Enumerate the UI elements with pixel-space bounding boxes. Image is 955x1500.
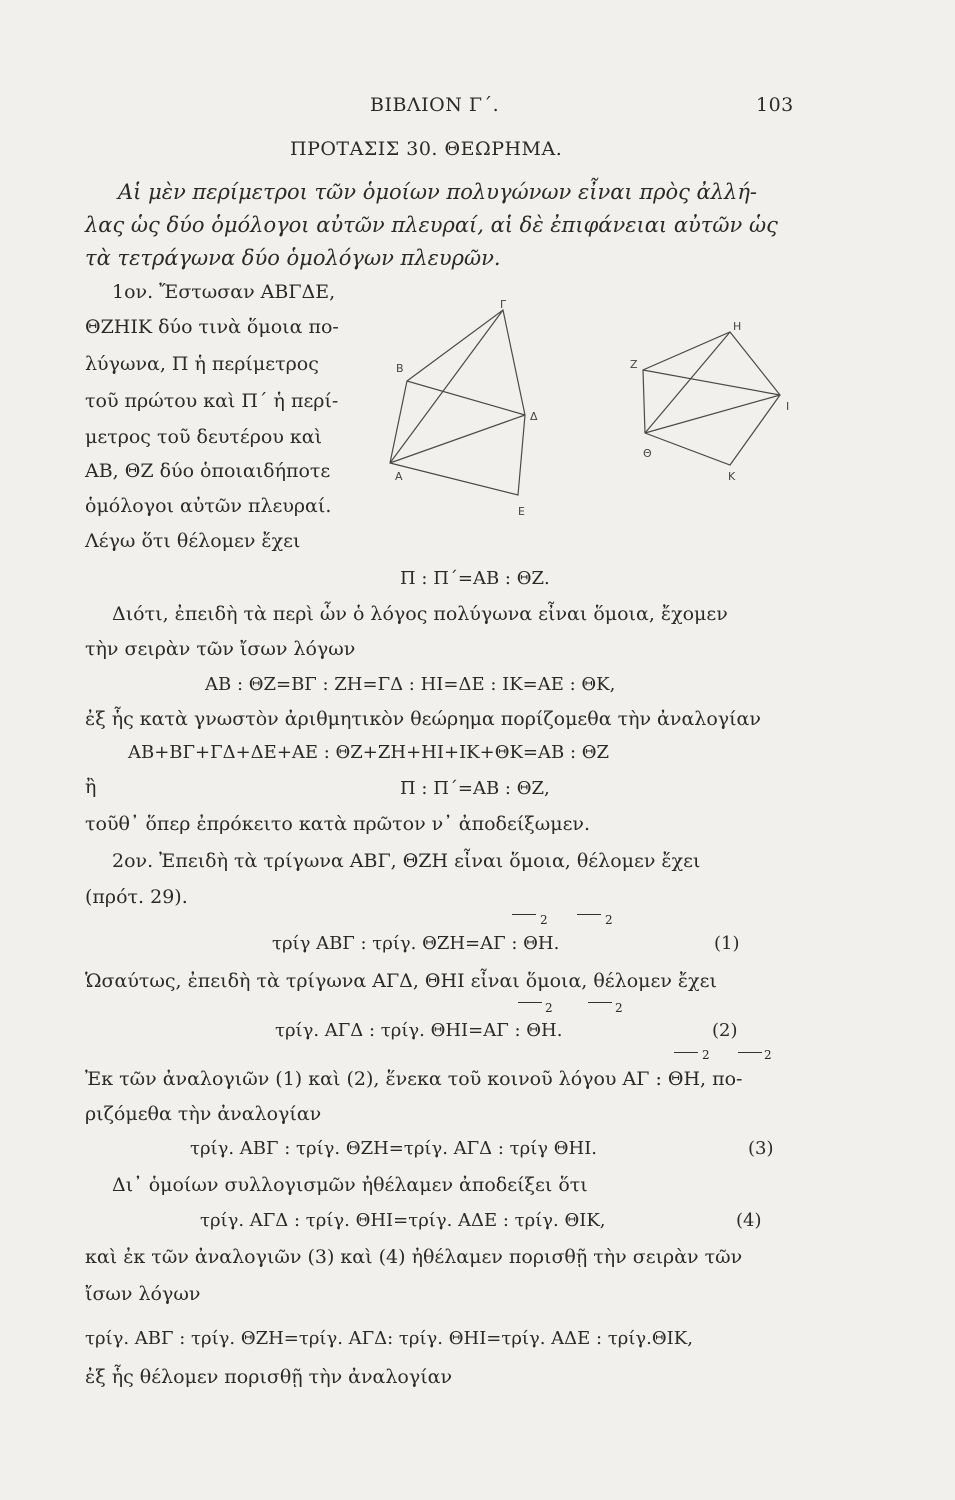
label-eta: Η xyxy=(733,320,742,333)
equation-3-number: (3) xyxy=(748,1138,774,1159)
or-word: ἢ xyxy=(85,776,97,798)
from-proportions-line: Ἐκ τῶν ἀναλογιῶν (1) καὶ (2), ἕνεκα τοῦ κοινοῦ λόγου ΑΓ : ΘΗ, πο- xyxy=(85,1068,743,1090)
sum-equation: ΑΒ+ΒΓ+ΓΔ+ΔΕ+ΑΕ : ΘΖ+ΖΗ+ΗΙ+ΙΚ+ΘΚ=ΑΒ : ΘΖ xyxy=(128,742,609,763)
part1-line-6: ΑΒ, ΘΖ δύο ὁποιαιδήποτε xyxy=(85,460,331,482)
statement-line-2: λας ὡς δύο ὁμόλογοι αὐτῶν πλευραί, αἱ δὲ ἐπιφάνειαι αὐτῶν ὡς xyxy=(85,213,778,237)
part2-line-2: (πρότ. 29). xyxy=(85,886,188,908)
statement-line-1: Αἱ μὲν περίμετροι τῶν ὁμοίων πολυγώνων εἶναι πρὸς ἀλλή- xyxy=(118,180,758,204)
part1-line-4: τοῦ πρώτου καὶ Π΄ ἡ περί- xyxy=(85,390,339,412)
label-beta: Β xyxy=(396,362,404,375)
overline-ag-3 xyxy=(674,1052,698,1053)
pentagon-thzhik xyxy=(643,332,780,465)
running-head: ΒΙΒΛΙΟΝ Γ΄. xyxy=(370,94,500,116)
equation-2-number: (2) xyxy=(712,1020,738,1041)
proposition-heading: ΠΡΟΤΑΣΙΣ 30. ΘΕΩΡΗΜΑ. xyxy=(290,138,563,160)
equation-4: τρίγ. ΑΓΔ : τρίγ. ΘΗΙ=τρίγ. ΑΔΕ : τρίγ. ΘΙΚ, xyxy=(200,1210,606,1231)
superscript-th-1: 2 xyxy=(605,913,613,927)
part1-line-1: 1ον. Ἔστωσαν ΑΒΓΔΕ, xyxy=(112,281,336,303)
equation-5: τρίγ. ΑΒΓ : τρίγ. ΘΖΗ=τρίγ. ΑΓΔ: τρίγ. ΘΗΙ=τρίγ. ΑΔΕ : τρίγ.ΘΙΚ, xyxy=(85,1328,693,1349)
extra-line-zi xyxy=(643,370,780,395)
overline-th-1 xyxy=(577,914,601,915)
part1-line-7: ὁμόλογοι αὐτῶν πλευραί. xyxy=(85,495,332,517)
diagonal-ad xyxy=(390,415,525,463)
similar-reasoning-line: Δι᾿ ὁμοίων συλλογισμῶν ἠθέλαμεν ἀποδείξει ὅτι xyxy=(112,1174,588,1196)
label-iota: Ι xyxy=(786,400,790,413)
label-delta: Δ xyxy=(530,410,538,423)
label-zeta: Ζ xyxy=(630,358,638,371)
pentagon-abgde xyxy=(390,310,525,495)
last-line: ἐξ ἧς θέλομεν πορισθῇ τὴν ἀναλογίαν xyxy=(85,1366,453,1388)
extra-line-bd xyxy=(407,381,525,415)
part1-line-2: ΘΖΗΙΚ δύο τινὰ ὅμοια πο- xyxy=(85,316,339,338)
likewise-line: Ὡσαύτως, ἐπειδὴ τὰ τρίγωνα ΑΓΔ, ΘΗΙ εἶναι ὅμοια, θέλομεν ἔχει xyxy=(85,970,717,992)
superscript-ag-3: 2 xyxy=(702,1048,710,1062)
equation-2: τρίγ. ΑΓΔ : τρίγ. ΘΗΙ=ΑΓ : ΘΗ. xyxy=(275,1020,563,1041)
superscript-ag-2: 2 xyxy=(545,1001,553,1015)
page-number: 103 xyxy=(756,94,794,116)
equation-1-number: (1) xyxy=(714,933,740,954)
because-line-1: Διότι, ἐπειδὴ τὰ περὶ ὧν ὁ λόγος πολύγωνα εἶναι ὅμοια, ἔχομεν xyxy=(112,603,728,625)
diagonal-thh xyxy=(645,332,730,433)
label-alpha: Α xyxy=(395,470,403,483)
label-epsilon: Ε xyxy=(518,505,525,518)
superscript-th-3: 2 xyxy=(764,1048,772,1062)
from-which-line: ἐξ ἧς κατὰ γνωστὸν ἀριθμητικὸν θεώρημα πορίζομεθα τὴν ἀναλογίαν xyxy=(85,708,761,730)
and-from-line-2: ἴσων λόγων xyxy=(85,1283,201,1305)
conclusion-line: τοῦθ᾿ ὅπερ ἐπρόκειτο κατὰ πρῶτον ν᾿ ἀποδείξωμεν. xyxy=(85,813,591,835)
label-theta: Θ xyxy=(643,447,652,460)
ratio-series-equation: ΑΒ : ΘΖ=ΒΓ : ΖΗ=ΓΔ : ΗΙ=ΔΕ : ΙΚ=ΑΕ : ΘΚ, xyxy=(205,674,616,695)
equation-3: τρίγ. ΑΒΓ : τρίγ. ΘΖΗ=τρίγ. ΑΓΔ : τρίγ ΘΗΙ. xyxy=(190,1138,598,1159)
and-from-line: καὶ ἐκ τῶν ἀναλογιῶν (3) καὶ (4) ἠθέλαμεν πορισθῇ τὴν σειρὰν τῶν xyxy=(85,1246,743,1268)
part2-line-1: 2ον. Ἐπειδὴ τὰ τρίγωνα ΑΒΓ, ΘΖΗ εἶναι ὅμοια, θέλομεν ἔχει xyxy=(112,850,701,872)
equation-4-number: (4) xyxy=(736,1210,762,1231)
statement-line-3: τὰ τετράγωνα δύο ὁμολόγων πλευρῶν. xyxy=(85,246,501,270)
superscript-ag-1: 2 xyxy=(540,913,548,927)
equation-1: τρίγ ΑΒΓ : τρίγ. ΘΖΗ=ΑΓ : ΘΗ. xyxy=(272,933,560,954)
similar-polygons-figure xyxy=(385,295,805,525)
overline-ag-2 xyxy=(518,1002,542,1003)
superscript-th-2: 2 xyxy=(615,1001,623,1015)
part1-line-3: λύγωνα, Π ἡ περίμετρος xyxy=(85,353,319,375)
claim-equation: Π : Π΄=ΑΒ : ΘΖ. xyxy=(400,568,550,589)
overline-ag-1 xyxy=(512,914,536,915)
label-kappa: Κ xyxy=(728,470,736,483)
diagonal-ag xyxy=(390,310,503,463)
overline-th-3 xyxy=(738,1052,762,1053)
diagonal-thi xyxy=(645,395,780,433)
because-line-2: τὴν σειρὰν τῶν ἴσων λόγων xyxy=(85,638,356,660)
part1-line-5: μετρος τοῦ δευτέρου καὶ xyxy=(85,426,323,448)
overline-th-2 xyxy=(588,1002,612,1003)
label-gamma: Γ xyxy=(500,298,507,311)
result-equation: Π : Π΄=ΑΒ : ΘΖ, xyxy=(400,778,550,799)
from-proportions-line-2: ριζόμεθα τὴν ἀναλογίαν xyxy=(85,1103,322,1125)
part1-line-8: Λέγω ὅτι θέλομεν ἔχει xyxy=(85,530,301,552)
